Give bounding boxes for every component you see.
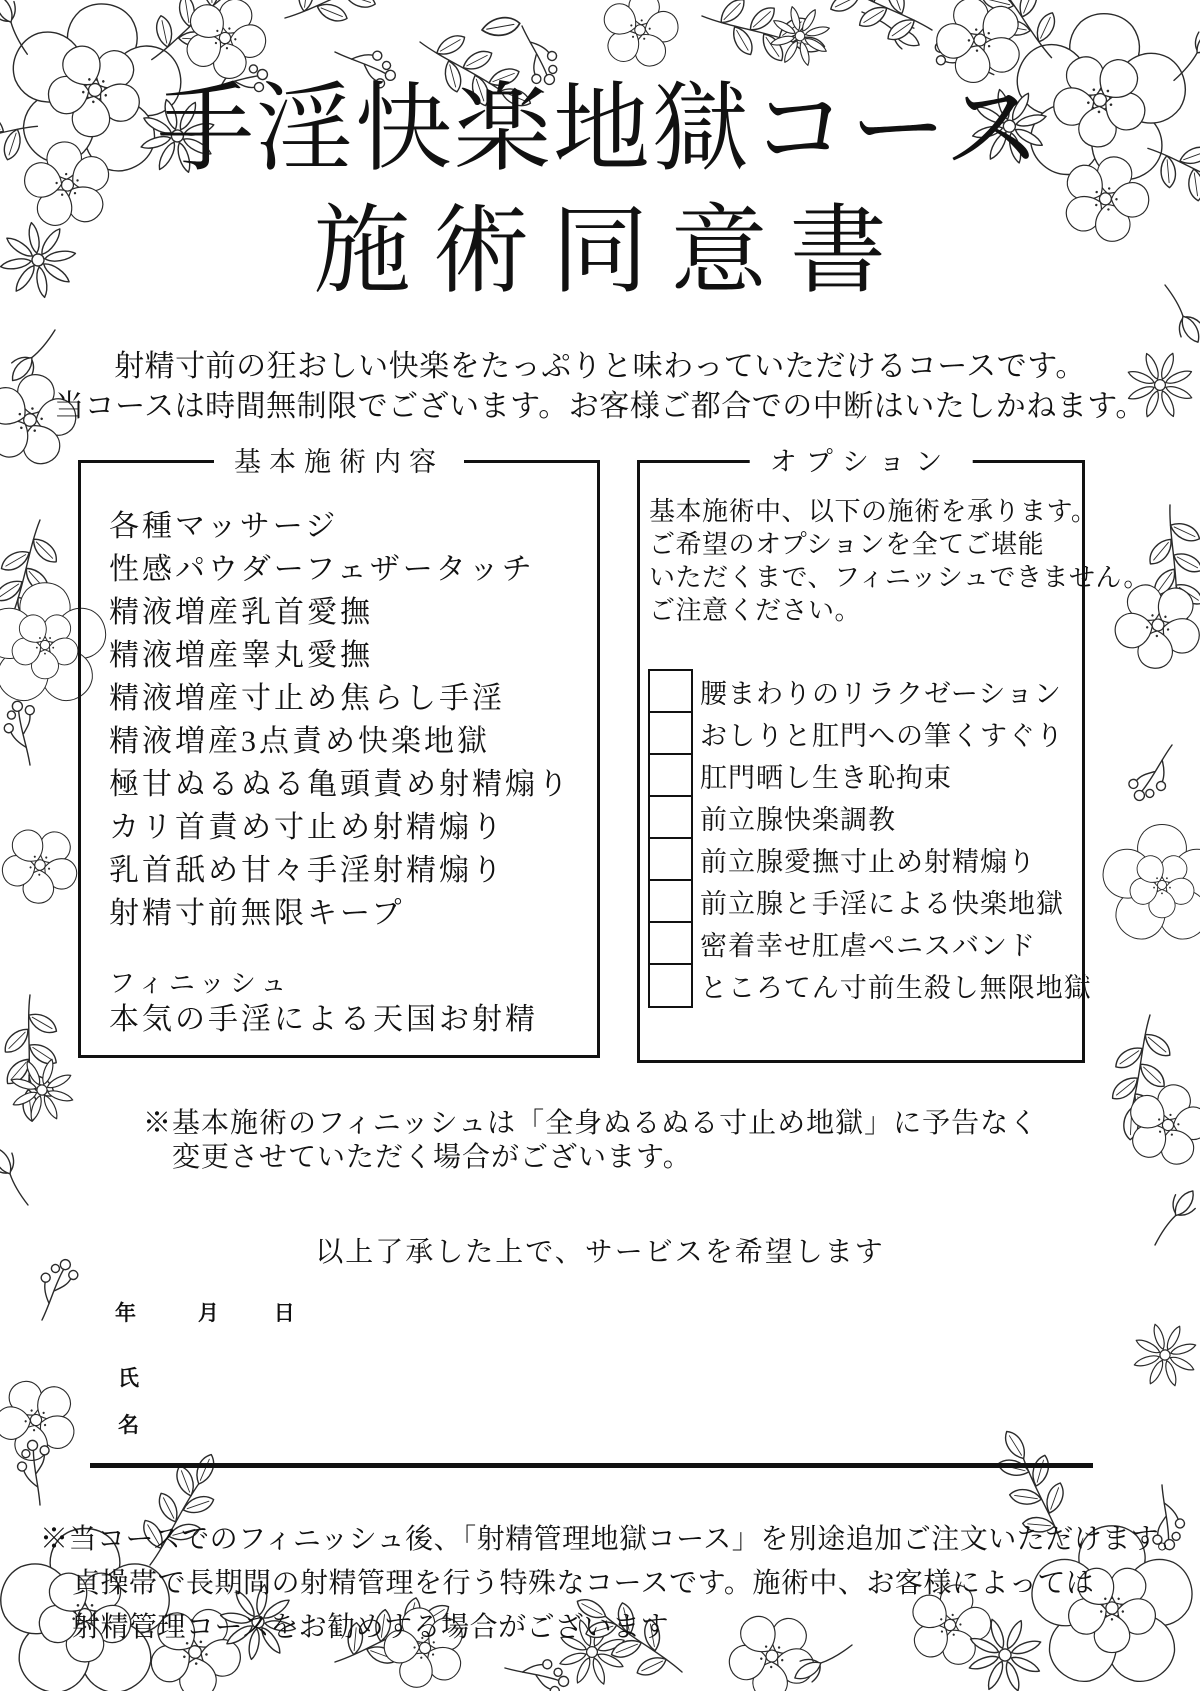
signature-date-row [115,1297,295,1327]
footer-notice-line1: ※当コースでのフィニッシュ後、「射精管理地獄コース」を別途追加ご注文いただけます。 [40,1524,1186,1555]
family-name-label: 氏 [118,1367,139,1390]
basic-treatment-list [109,505,571,935]
course-description-line2: 当コースは時間無制限でございます。お客様ご都合での中断はいたしかねます。 [54,390,1146,423]
footer-notice [40,1518,1186,1650]
option-label: 前立腺と手淫による快楽地獄 [700,888,1064,919]
option-row [648,795,1092,839]
document-title [0,72,1200,311]
basic-treatment-box [78,447,600,1058]
signature-rule-line [90,1463,1093,1468]
course-description [0,347,1200,427]
document-title-line1: 手淫快楽地獄コース [156,76,1044,183]
basic-treatment-legend: 基本施術内容 [214,446,464,478]
option-checkbox[interactable] [648,711,693,756]
option-checkbox[interactable] [648,669,693,714]
basic-item: 射精寸前無限キープ [109,897,405,930]
footer-notice-line2: 貞操帯で長期間の射精管理を行う特殊なコースです。施術中、お客様によっては [72,1568,1095,1599]
basic-item: 乳首舐め甘々手淫射精煽り [109,854,505,887]
option-checkbox[interactable] [648,753,693,798]
option-checkbox[interactable] [648,795,693,840]
option-row [648,711,1092,755]
document-title-line2: 施術同意書 [313,198,909,306]
option-label: 前立腺快楽調教 [700,804,896,835]
finish-label: フィニッシュ [109,969,292,998]
option-label: 肛門晒し生き恥拘束 [700,762,952,793]
finish-change-notice [143,1107,1038,1175]
option-checkbox[interactable] [648,963,693,1008]
option-row [648,879,1092,923]
option-checkbox[interactable] [648,921,693,966]
option-row [648,921,1092,965]
option-label: ところてん寸前生殺し無限地獄 [700,972,1092,1003]
basic-item: 性感パウダーフェザータッチ [109,553,535,586]
finish-change-notice-line1: ※基本施術のフィニッシュは「全身ぬるぬる寸止め地獄」に予告なく [143,1108,1039,1139]
option-intro-line: ご希望のオプションを全てご堪能 [649,530,1045,559]
day-label: 日 [273,1302,295,1325]
footer-notice-line3: 射精管理コースをお勧めする場合がございます [72,1612,670,1643]
basic-item: 精液増産睾丸愛撫 [109,639,373,672]
option-row [648,669,1092,713]
basic-item: 精液増産3点責め快楽地獄 [109,725,490,758]
option-checkbox[interactable] [648,879,693,924]
option-checkbox[interactable] [648,837,693,882]
option-label: おしりと肛門への筆くすぐり [700,720,1064,751]
basic-item: 精液増産寸止め焦らし手淫 [109,682,505,715]
given-name-label: 名 [118,1414,139,1437]
basic-item: 精液増産乳首愛撫 [109,596,373,629]
option-label: 腰まわりのリラクゼーション [700,678,1062,709]
option-intro-line: 基本施術中、以下の施術を承ります。 [649,497,1098,526]
finish-item: 本気の手淫による天国お射精 [109,1003,538,1036]
option-label: 密着幸せ肛虐ペニスバンド [700,930,1036,961]
option-row [648,963,1092,1007]
option-intro-line: ご注意ください。 [649,596,862,625]
year-label: 年 [115,1302,136,1325]
option-box [637,447,1150,1063]
option-label: 前立腺愛撫寸止め射精煽り [700,846,1036,877]
month-label: 月 [197,1302,219,1325]
consent-statement: 以上了承した上で、サービスを希望します [315,1237,885,1268]
basic-item: カリ首責め寸止め射精煽り [109,811,505,844]
finish-change-notice-line2: 変更させていただく場合がございます。 [172,1142,692,1173]
option-checklist [648,669,1092,1007]
course-description-line1: 射精寸前の狂おしい快楽をたっぷりと味わっていただけるコースです。 [114,350,1086,383]
option-row [648,837,1092,881]
option-row [648,753,1092,797]
basic-item: 各種マッサージ [109,510,339,543]
option-intro [649,495,1150,627]
basic-item: 極甘ぬるぬる亀頭責め射精煽り [109,768,571,801]
option-intro-line: いただくまで、フィニッシュできません。 [649,563,1150,592]
option-legend: オプション [750,446,973,478]
